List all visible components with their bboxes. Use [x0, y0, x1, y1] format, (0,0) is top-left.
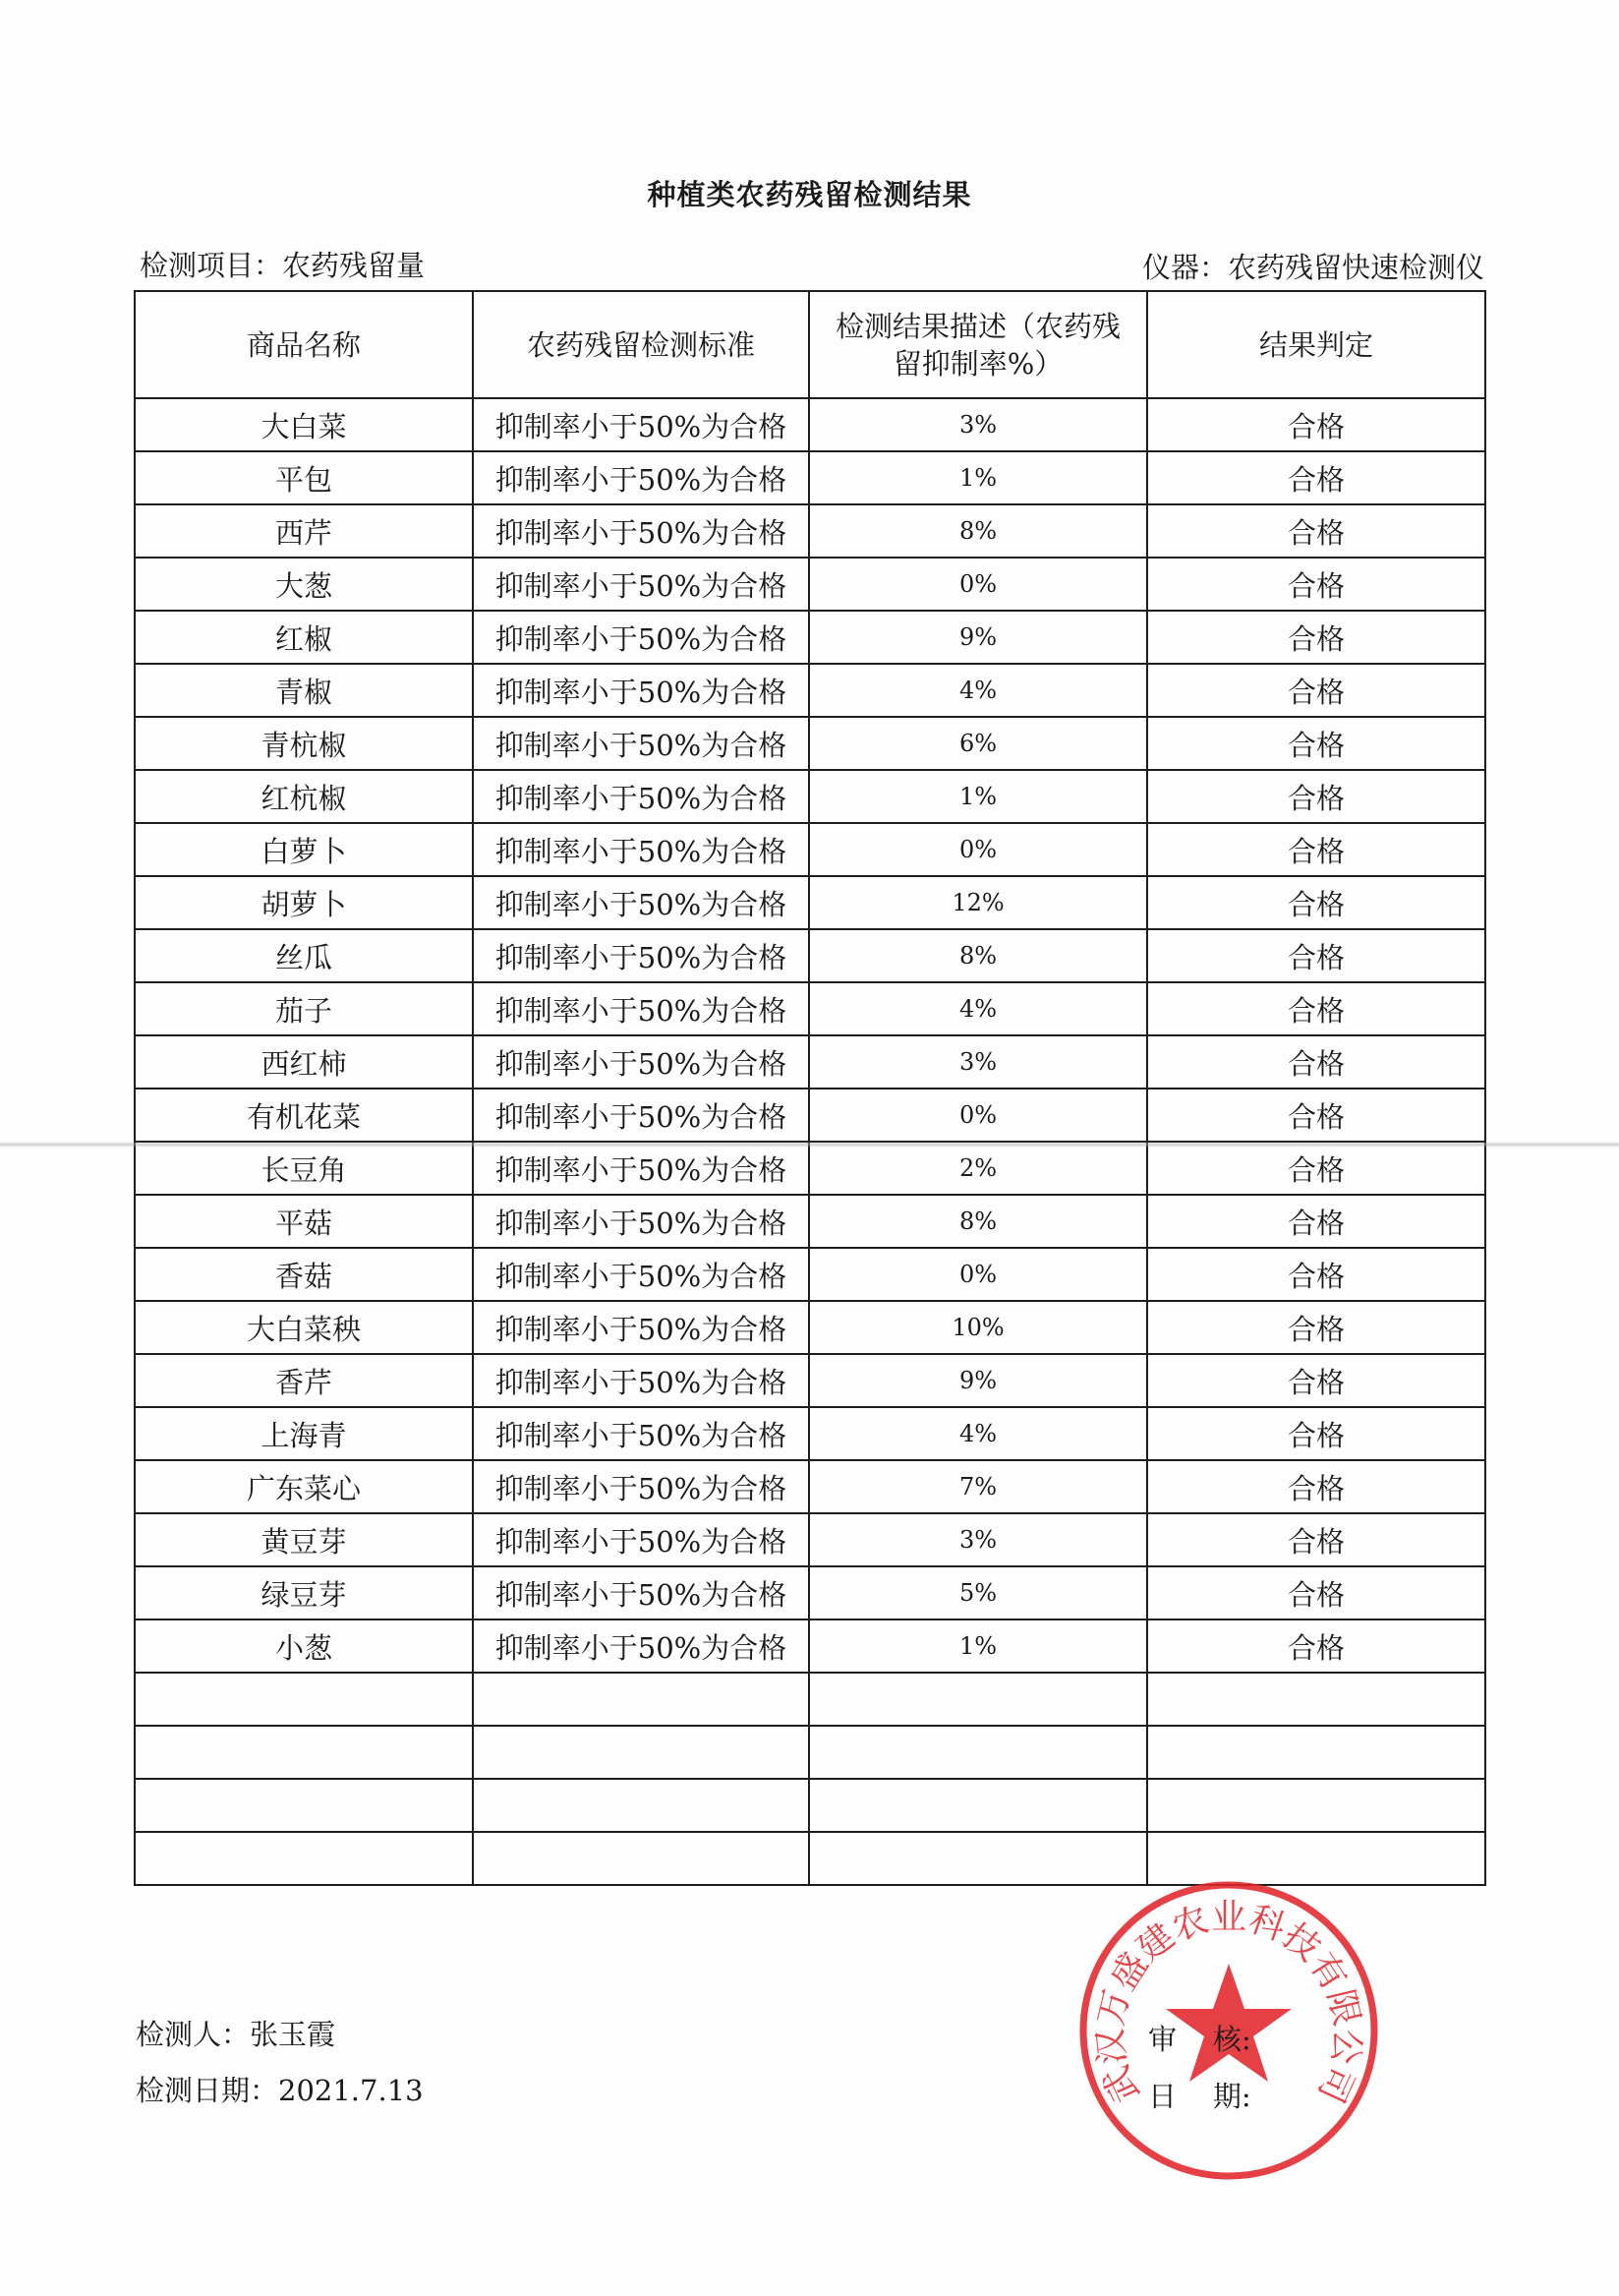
cell-result: 合格 [1147, 451, 1485, 504]
cell-result: 合格 [1147, 1195, 1485, 1248]
cell-rate: 3% [809, 1513, 1147, 1566]
cell-result: 合格 [1147, 1248, 1485, 1301]
cell-result: 合格 [1147, 982, 1485, 1035]
cell-standard: 抑制率小于50%为合格 [473, 982, 809, 1035]
table-row [135, 504, 1485, 558]
cell-product-name: 有机花菜 [135, 1089, 473, 1142]
empty-cell [135, 1726, 473, 1779]
table-row [135, 876, 1485, 929]
inspect-date-label: 检测日期：2021.7.13 [136, 2074, 424, 2107]
header-result-description [809, 291, 1147, 398]
empty-cell [809, 1726, 1147, 1779]
cell-result: 合格 [1147, 611, 1485, 664]
cell-result: 合格 [1147, 876, 1485, 929]
cell-rate: 9% [809, 1354, 1147, 1407]
cell-standard: 抑制率小于50%为合格 [473, 1248, 809, 1301]
results-table [134, 290, 1486, 1886]
table-row [135, 398, 1485, 451]
cell-standard: 抑制率小于50%为合格 [473, 1460, 809, 1513]
cell-result: 合格 [1147, 1460, 1485, 1513]
cell-rate: 4% [809, 982, 1147, 1035]
cell-product-name: 香芹 [135, 1354, 473, 1407]
cell-standard: 抑制率小于50%为合格 [473, 1195, 809, 1248]
table-row [135, 1407, 1485, 1460]
empty-table-row [135, 1779, 1485, 1832]
cell-standard: 抑制率小于50%为合格 [473, 1619, 809, 1673]
table-row [135, 1513, 1485, 1566]
cell-standard: 抑制率小于50%为合格 [473, 504, 809, 558]
cell-rate: 6% [809, 717, 1147, 770]
empty-table-row [135, 1726, 1485, 1779]
cell-result: 合格 [1147, 558, 1485, 611]
cell-product-name: 胡萝卜 [135, 876, 473, 929]
table-row [135, 717, 1485, 770]
empty-cell [1147, 1779, 1485, 1832]
empty-cell [473, 1832, 809, 1885]
cell-standard: 抑制率小于50%为合格 [473, 1407, 809, 1460]
cell-product-name: 香菇 [135, 1248, 473, 1301]
header-product-name: 商品名称 [135, 291, 473, 398]
cell-standard: 抑制率小于50%为合格 [473, 823, 809, 876]
cell-product-name: 西红柿 [135, 1035, 473, 1089]
cell-product-name: 红杭椒 [135, 770, 473, 823]
table-row [135, 1566, 1485, 1619]
empty-cell [135, 1779, 473, 1832]
cell-rate: 4% [809, 664, 1147, 717]
table-row [135, 1142, 1485, 1195]
cell-product-name: 小葱 [135, 1619, 473, 1673]
table-row [135, 611, 1485, 664]
empty-cell [1147, 1673, 1485, 1726]
table-row [135, 664, 1485, 717]
cell-standard: 抑制率小于50%为合格 [473, 558, 809, 611]
cell-standard: 抑制率小于50%为合格 [473, 1089, 809, 1142]
table-row [135, 770, 1485, 823]
cell-product-name: 平菇 [135, 1195, 473, 1248]
seal-text: 武汉万盛建农业科技有限公司 [1089, 1897, 1368, 2109]
cell-product-name: 茄子 [135, 982, 473, 1035]
empty-cell [473, 1779, 809, 1832]
instrument-label: 仪器：农药残留快速检测仪 [1141, 251, 1484, 284]
table-row [135, 1301, 1485, 1354]
empty-cell [809, 1779, 1147, 1832]
cell-standard: 抑制率小于50%为合格 [473, 451, 809, 504]
cell-rate: 2% [809, 1142, 1147, 1195]
table-row [135, 982, 1485, 1035]
cell-rate: 7% [809, 1460, 1147, 1513]
cell-rate: 12% [809, 876, 1147, 929]
cell-result: 合格 [1147, 770, 1485, 823]
cell-standard: 抑制率小于50%为合格 [473, 664, 809, 717]
cell-standard: 抑制率小于50%为合格 [473, 717, 809, 770]
cell-result: 合格 [1147, 1513, 1485, 1566]
cell-result: 合格 [1147, 1354, 1485, 1407]
review-date-label: 日 期: [1148, 2080, 1251, 2113]
cell-product-name: 青椒 [135, 664, 473, 717]
cell-product-name: 大葱 [135, 558, 473, 611]
header-result-description-line2: 留抑制率%） [893, 346, 1064, 381]
cell-result: 合格 [1147, 823, 1485, 876]
cell-rate: 8% [809, 504, 1147, 558]
cell-product-name: 西芹 [135, 504, 473, 558]
cell-product-name: 上海青 [135, 1407, 473, 1460]
cell-rate: 4% [809, 1407, 1147, 1460]
cell-result: 合格 [1147, 1566, 1485, 1619]
cell-rate: 0% [809, 1248, 1147, 1301]
header-result-description-line1: 检测结果描述（农药残 [835, 309, 1121, 343]
table-row [135, 1460, 1485, 1513]
empty-cell [473, 1673, 809, 1726]
cell-rate: 0% [809, 1089, 1147, 1142]
cell-rate: 0% [809, 823, 1147, 876]
cell-product-name: 大白菜秧 [135, 1301, 473, 1354]
cell-rate: 1% [809, 451, 1147, 504]
cell-rate: 1% [809, 770, 1147, 823]
cell-result: 合格 [1147, 398, 1485, 451]
empty-cell [135, 1832, 473, 1885]
cell-standard: 抑制率小于50%为合格 [473, 1513, 809, 1566]
cell-product-name: 青杭椒 [135, 717, 473, 770]
cell-product-name: 大白菜 [135, 398, 473, 451]
cell-rate: 8% [809, 929, 1147, 982]
cell-result: 合格 [1147, 664, 1485, 717]
cell-standard: 抑制率小于50%为合格 [473, 1035, 809, 1089]
cell-result: 合格 [1147, 1142, 1485, 1195]
header-judgement: 结果判定 [1147, 291, 1485, 398]
cell-result: 合格 [1147, 1035, 1485, 1089]
cell-product-name: 长豆角 [135, 1142, 473, 1195]
cell-standard: 抑制率小于50%为合格 [473, 929, 809, 982]
cell-rate: 1% [809, 1619, 1147, 1673]
cell-standard: 抑制率小于50%为合格 [473, 611, 809, 664]
cell-result: 合格 [1147, 717, 1485, 770]
document-title: 种植类农药残留检测结果 [647, 178, 972, 211]
cell-rate: 3% [809, 1035, 1147, 1089]
cell-rate: 8% [809, 1195, 1147, 1248]
table-row [135, 1248, 1485, 1301]
cell-standard: 抑制率小于50%为合格 [473, 1142, 809, 1195]
cell-rate: 9% [809, 611, 1147, 664]
cell-rate: 5% [809, 1566, 1147, 1619]
cell-standard: 抑制率小于50%为合格 [473, 770, 809, 823]
cell-standard: 抑制率小于50%为合格 [473, 876, 809, 929]
table-row [135, 1619, 1485, 1673]
header-standard: 农药残留检测标准 [473, 291, 809, 398]
table-header-row [135, 291, 1485, 398]
cell-standard: 抑制率小于50%为合格 [473, 1566, 809, 1619]
cell-product-name: 丝瓜 [135, 929, 473, 982]
cell-result: 合格 [1147, 1089, 1485, 1142]
table-row [135, 1089, 1485, 1142]
cell-standard: 抑制率小于50%为合格 [473, 398, 809, 451]
table-row [135, 1195, 1485, 1248]
table-row [135, 558, 1485, 611]
cell-standard: 抑制率小于50%为合格 [473, 1301, 809, 1354]
cell-result: 合格 [1147, 504, 1485, 558]
cell-rate: 10% [809, 1301, 1147, 1354]
cell-result: 合格 [1147, 929, 1485, 982]
cell-rate: 0% [809, 558, 1147, 611]
table-row [135, 451, 1485, 504]
cell-result: 合格 [1147, 1407, 1485, 1460]
cell-product-name: 红椒 [135, 611, 473, 664]
table-row [135, 823, 1485, 876]
cell-rate: 3% [809, 398, 1147, 451]
cell-product-name: 广东菜心 [135, 1460, 473, 1513]
empty-cell [1147, 1726, 1485, 1779]
table-row [135, 929, 1485, 982]
cell-result: 合格 [1147, 1301, 1485, 1354]
cell-result: 合格 [1147, 1619, 1485, 1673]
empty-table-row [135, 1673, 1485, 1726]
inspector-label: 检测人：张玉霞 [136, 2018, 336, 2051]
cell-product-name: 黄豆芽 [135, 1513, 473, 1566]
cell-product-name: 绿豆芽 [135, 1566, 473, 1619]
empty-cell [809, 1673, 1147, 1726]
table-row [135, 1035, 1485, 1089]
table-row [135, 1354, 1485, 1407]
empty-cell [473, 1726, 809, 1779]
cell-standard: 抑制率小于50%为合格 [473, 1354, 809, 1407]
paper-fold-line [0, 1142, 1619, 1148]
cell-product-name: 平包 [135, 451, 473, 504]
reviewer-label: 审 核: [1148, 2023, 1251, 2056]
test-item-label: 检测项目：农药残留量 [140, 249, 426, 282]
empty-cell [135, 1673, 473, 1726]
cell-product-name: 白萝卜 [135, 823, 473, 876]
